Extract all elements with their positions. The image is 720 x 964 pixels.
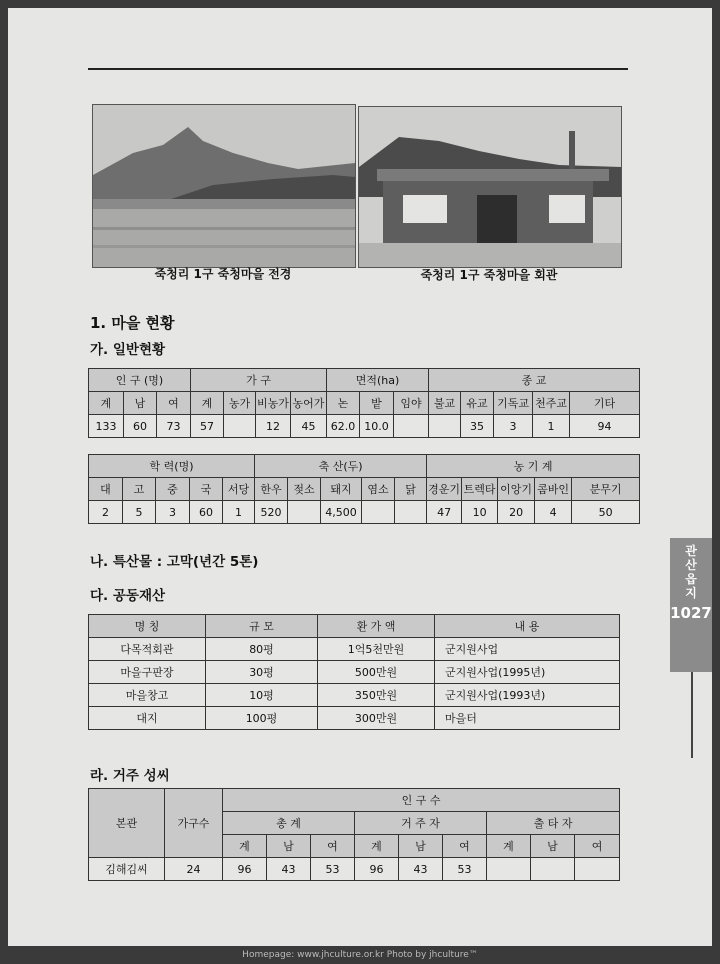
col-header: 명 칭 [89,615,206,638]
table-cell: 2 [89,501,123,524]
table-cell: 1 [533,415,570,438]
table-cell: 60 [124,415,157,438]
general-status-table-1 [88,368,640,438]
col-header: 계 [89,392,124,415]
group-header: 인 구 (명) [89,369,191,392]
col-header: 국 [190,478,223,501]
group-header: 축 산(두) [255,455,427,478]
group-header: 학 력(명) [89,455,255,478]
table-cell: 4,500 [321,501,362,524]
table-cell: 1억5천만원 [318,638,435,661]
table-cell: 마을구판장 [89,661,206,684]
col-header: 여 [311,835,355,858]
col-header: 밭 [360,392,394,415]
village-hall-photo [358,106,622,268]
col-header: 불교 [429,392,461,415]
col-header: 계 [191,392,224,415]
table-cell: 12 [256,415,291,438]
side-tab-label: 관 산 읍 지 [685,544,697,600]
table-cell [395,501,427,524]
col-header: 여 [575,835,620,858]
table-cell: 53 [443,858,487,881]
table-cell: 62.0 [327,415,360,438]
table-cell [394,415,429,438]
table-cell: 마을터 [435,707,620,730]
table-cell [362,501,395,524]
table-cell: 100평 [206,707,318,730]
group-header: 가 구 [191,369,327,392]
document-page [8,8,712,946]
col-header: 남 [267,835,311,858]
col-header: 여 [157,392,191,415]
subsection-specialty: 나. 특산물 : 고막(년간 5톤) [90,554,259,570]
col-header: 여 [443,835,487,858]
col-header: 남 [399,835,443,858]
col-header: 닭 [395,478,427,501]
group-header: 농 기 계 [427,455,640,478]
table-cell: 5 [123,501,156,524]
side-rule [691,672,693,758]
table-header-row [89,392,640,415]
table-cell: 마을창고 [89,684,206,707]
col-header: 남 [531,835,575,858]
table-cell: 500만원 [318,661,435,684]
table-cell [288,501,321,524]
table-row [89,501,640,524]
col-header: 가구수 [165,789,223,858]
table-row [89,661,620,684]
table-row [89,707,620,730]
col-header: 염소 [362,478,395,501]
subsection-common-property: 다. 공동재산 [90,588,166,604]
table-row [89,858,620,881]
table-header-row [89,478,640,501]
resident-surname-table [88,788,620,881]
col-header: 기독교 [494,392,533,415]
col-header: 한우 [255,478,288,501]
col-header: 규 모 [206,615,318,638]
table-cell: 24 [165,858,223,881]
col-header: 계 [223,835,267,858]
table-row [89,638,620,661]
group-header: 종 교 [429,369,640,392]
table-cell: 10 [462,501,498,524]
col-header: 본관 [89,789,165,858]
table-cell: 96 [355,858,399,881]
table-cell: 50 [572,501,640,524]
col-header: 임야 [394,392,429,415]
table-cell: 대지 [89,707,206,730]
group-header: 출 타 자 [487,812,620,835]
table-cell: 57 [191,415,224,438]
page-number: 1027 [670,604,712,622]
table-cell: 30평 [206,661,318,684]
table-cell: 43 [399,858,443,881]
table-cell [487,858,531,881]
col-header: 분무기 [572,478,640,501]
table-header-row [89,615,620,638]
footer-credit: Homepage: www.jhculture.or.kr Photo by jhculture™ [242,950,478,960]
table-cell: 94 [570,415,640,438]
table-cell: 김해김씨 [89,858,165,881]
table-cell [531,858,575,881]
group-header: 총 계 [223,812,355,835]
table-cell: 3 [156,501,190,524]
subsection-general: 가. 일반현황 [90,342,166,358]
col-header: 환 가 액 [318,615,435,638]
group-header: 면적(ha) [327,369,429,392]
table-cell: 47 [427,501,462,524]
col-header: 계 [487,835,531,858]
table-cell: 군지원사업(1993년) [435,684,620,707]
table-cell: 80평 [206,638,318,661]
village-panorama-photo [92,104,356,268]
table-cell: 4 [535,501,572,524]
group-header: 인 구 수 [223,789,620,812]
col-header: 콤바인 [535,478,572,501]
col-header: 농어가 [291,392,327,415]
col-header: 농가 [224,392,256,415]
col-header: 유교 [461,392,494,415]
table-cell: 10.0 [360,415,394,438]
table-cell: 53 [311,858,355,881]
col-header: 돼지 [321,478,362,501]
col-header: 비농가 [256,392,291,415]
table-cell: 133 [89,415,124,438]
col-header: 경운기 [427,478,462,501]
table-cell: 20 [498,501,535,524]
col-header: 중 [156,478,190,501]
photo2-caption: 죽청리 1구 죽청마을 회관 [420,268,558,282]
table-cell: 군지원사업(1995년) [435,661,620,684]
col-header: 논 [327,392,360,415]
subsection-surnames: 라. 거주 성씨 [90,768,170,784]
table-cell: 73 [157,415,191,438]
col-header: 기타 [570,392,640,415]
table-cell [224,415,256,438]
col-header: 서당 [223,478,255,501]
table-cell: 60 [190,501,223,524]
col-header: 천주교 [533,392,570,415]
table-cell: 96 [223,858,267,881]
table-row [89,415,640,438]
general-status-table-2 [88,454,640,524]
table-cell: 10평 [206,684,318,707]
photo1-caption: 죽청리 1구 죽청마을 전경 [154,267,292,281]
table-cell [575,858,620,881]
side-chapter-tab [670,538,712,672]
col-header: 젖소 [288,478,321,501]
col-header: 남 [124,392,157,415]
table-row [89,684,620,707]
common-property-table [88,614,620,730]
table-cell: 300만원 [318,707,435,730]
table-cell: 43 [267,858,311,881]
table-cell: 군지원사업 [435,638,620,661]
col-header: 대 [89,478,123,501]
table-cell: 3 [494,415,533,438]
table-cell: 350만원 [318,684,435,707]
table-cell: 다목적회관 [89,638,206,661]
table-cell [429,415,461,438]
col-header: 이앙기 [498,478,535,501]
col-header: 계 [355,835,399,858]
header-rule [88,68,628,70]
table-cell: 35 [461,415,494,438]
group-header: 거 주 자 [355,812,487,835]
table-cell: 1 [223,501,255,524]
col-header: 내 용 [435,615,620,638]
section-title: 1. 마을 현황 [90,314,175,332]
table-cell: 520 [255,501,288,524]
col-header: 고 [123,478,156,501]
col-header: 트렉타 [462,478,498,501]
table-cell: 45 [291,415,327,438]
